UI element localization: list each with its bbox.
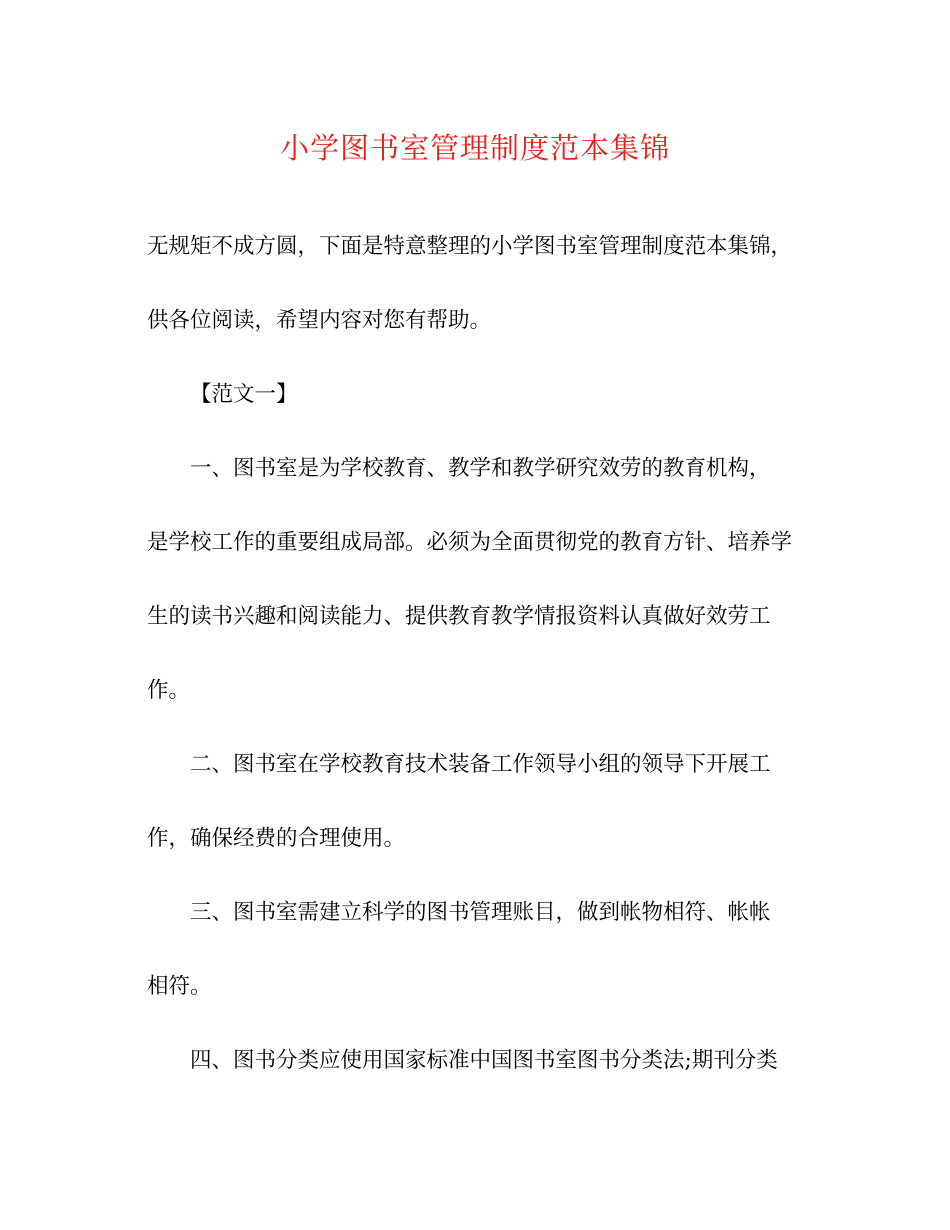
text-line: 生的读书兴趣和阅读能力、提供教育教学情报资料认真做好效劳工 bbox=[147, 604, 771, 629]
text-line: 二、图书室在学校教育技术装备工作领导小组的领导下开展工 bbox=[190, 752, 771, 777]
text-line: 四、图书分类应使用国家标准中国图书室图书分类法;期刊分类 bbox=[190, 1048, 778, 1073]
text-line: 一、图书室是为学校教育、教学和教学研究效劳的教育机构， bbox=[190, 456, 771, 481]
intro-paragraph bbox=[147, 210, 807, 358]
text-line: 三、图书室需建立科学的图书管理账目，做到帐物相符、帐帐 bbox=[190, 900, 771, 925]
text-line: 相符。 bbox=[147, 974, 212, 999]
text-line: 【范文一】 bbox=[190, 382, 298, 407]
text-line: 是学校工作的重要组成局部。必须为全面贯彻党的教育方针、培养学 bbox=[147, 530, 793, 555]
section-heading bbox=[147, 358, 807, 432]
paragraph-item-1 bbox=[147, 432, 807, 728]
paragraph-item-2 bbox=[147, 728, 807, 876]
paragraph-item-4 bbox=[147, 1024, 807, 1098]
text-line: 作。 bbox=[147, 678, 191, 703]
document-title: 小学图书室管理制度范本集锦 bbox=[279, 131, 670, 165]
text-line: 供各位阅读，希望内容对您有帮助。 bbox=[147, 308, 492, 333]
paragraph-item-3 bbox=[147, 876, 807, 1024]
document-body bbox=[147, 210, 807, 1098]
text-line: 作，确保经费的合理使用。 bbox=[147, 826, 406, 851]
text-line: 无规矩不成方圆，下面是特意整理的小学图书室管理制度范本集锦， bbox=[147, 234, 793, 259]
